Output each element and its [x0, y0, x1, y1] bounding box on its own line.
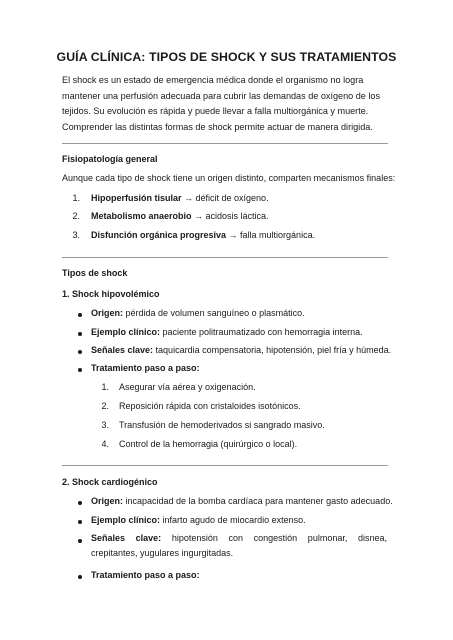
bullet-dot	[78, 539, 82, 543]
item-text: → falla multiorgánica.	[226, 230, 316, 240]
item-text: → déficit de oxígeno.	[181, 193, 269, 203]
bullet-dot	[78, 350, 82, 354]
bullet-item: Ejemplo clínico: paciente politraumatizado con hemorragia interna.	[91, 327, 363, 337]
physiopathology-lead: Aunque cada tipo de shock tiene un origen distinto, comparten mecanismos finales:	[62, 173, 396, 183]
list-number: 2.	[72, 211, 80, 221]
bullet-item: Origen: incapacidad de la bomba cardíaca para mantener gasto adecuado.	[91, 496, 393, 506]
bullet-dot	[78, 501, 82, 505]
bullet-item: Tratamiento paso a paso:	[91, 570, 200, 580]
step-text: Control de la hemorragia (quirúrgico o local).	[119, 439, 298, 449]
subsection-heading-cardiogenic: 2. Shock cardiogénico	[62, 477, 158, 487]
section-divider	[62, 465, 388, 466]
step-number: 3.	[101, 420, 109, 430]
item-label: Metabolismo anaerobio	[91, 211, 192, 221]
section-divider	[62, 143, 388, 144]
item-label: Hipoperfusión tisular	[91, 193, 182, 203]
bullet-dot	[78, 520, 82, 524]
bullet-dot	[78, 313, 82, 317]
section-heading-shock-types: Tipos de shock	[62, 268, 128, 278]
step-number: 1.	[101, 382, 109, 392]
item-label: Disfunción orgánica progresiva	[91, 230, 227, 240]
step-text: Transfusión de hemoderivados si sangrado masivo.	[119, 420, 325, 430]
intro-paragraph: El shock es un estado de emergencia médica donde el organismo no logra mantener una perfusión adecuada para cubrir las demandas de oxígeno de los tejidos. Su evolución es rápida y puede llevar a falla multiorgánica y muerte. Comprender las distintas formas de shock permite actuar de manera dirigida.	[62, 75, 380, 132]
step-number: 2.	[101, 401, 109, 411]
bullet-dot	[78, 575, 82, 579]
bullet-dot	[78, 368, 82, 372]
bullet-item: Origen: pérdida de volumen sanguíneo o plasmático.	[91, 308, 305, 318]
subsection-heading-hypovolemic: 1. Shock hipovolémico	[62, 289, 160, 299]
list-number: 1.	[72, 193, 80, 203]
item-text: → acidosis láctica.	[191, 211, 269, 221]
document-title: GUÍA CLÍNICA: TIPOS DE SHOCK Y SUS TRATAMIENTOS	[56, 50, 397, 64]
section-heading-physiopathology: Fisiopatología general	[62, 154, 158, 164]
bullet-item: Señales clave: hipotensión con congestión pulmonar, disnea, crepitantes, yugulares ingurgitadas.	[91, 533, 387, 558]
section-divider	[62, 257, 388, 258]
bullet-item: Señales clave: taquicardia compensatoria, hipotensión, piel fría y húmeda.	[91, 345, 392, 355]
step-number: 4.	[101, 439, 109, 449]
step-text: Reposición rápida con cristaloides isotónicos.	[119, 401, 301, 411]
bullet-item: Tratamiento paso a paso:	[91, 363, 200, 373]
list-number: 3.	[72, 230, 80, 240]
bullet-item: Ejemplo clínico: infarto agudo de miocardio extenso.	[91, 515, 306, 525]
step-text: Asegurar vía aérea y oxigenación.	[119, 382, 256, 392]
bullet-dot	[78, 332, 82, 336]
